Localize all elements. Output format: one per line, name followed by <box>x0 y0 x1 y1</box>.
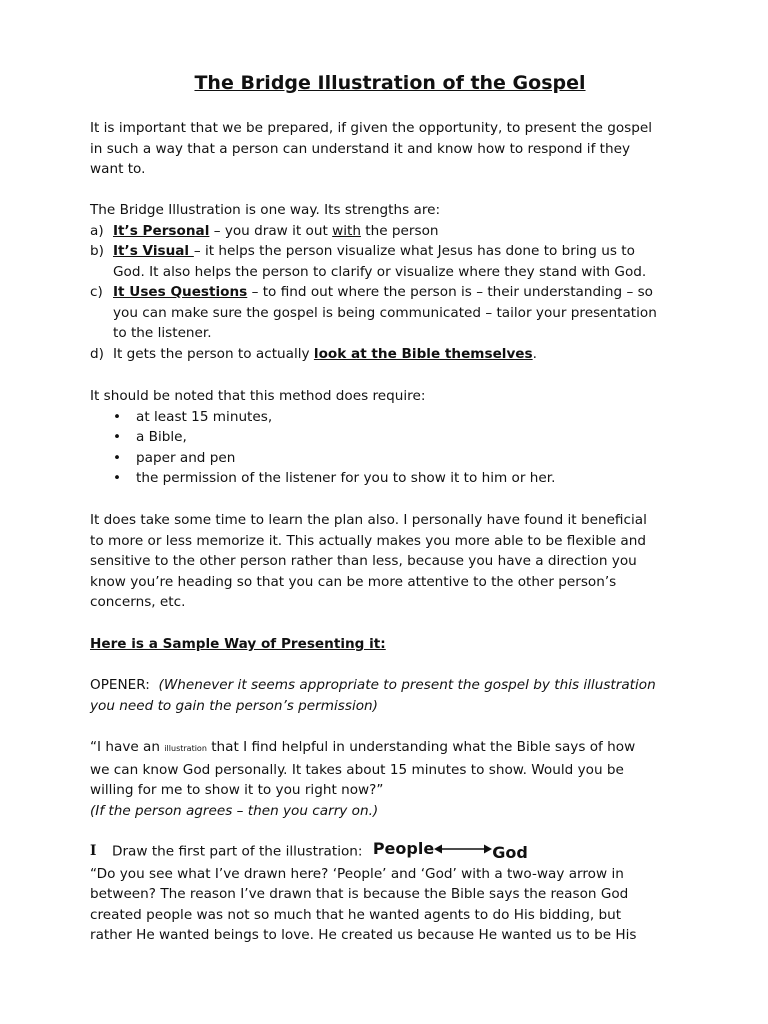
learning-line: concerns, etc. <box>90 594 186 610</box>
list-marker: b) <box>90 243 104 259</box>
intro-line: in such a way that a person can understand it and know how to respond if they <box>90 140 631 157</box>
step-one-section <box>90 841 690 946</box>
page-title: The Bridge Illustration of the Gospel <box>194 72 586 94</box>
list-marker: a) <box>90 222 104 239</box>
list-item: • a Bible, <box>90 427 690 448</box>
sample-heading: Here is a Sample Way of Presenting it: <box>90 636 386 652</box>
quote-note: (If the person agrees – then you carry on.) <box>90 802 379 819</box>
step-text: created people was not so much that he wanted agents to do His bidding, but <box>90 906 622 923</box>
strength-item-c <box>90 282 690 344</box>
opener-paragraph <box>90 675 690 716</box>
opener-label: OPENER: <box>90 677 150 693</box>
strength-text: the person <box>360 222 439 239</box>
learning-paragraph <box>90 510 690 613</box>
diagram-label-people: People <box>372 839 435 858</box>
strength-item-d <box>90 344 690 365</box>
opener-note: (Whenever it seems appropriate to present the gospel by this illustration <box>158 677 656 693</box>
intro-paragraph <box>90 118 690 180</box>
strength-heading: It Uses Questions <box>113 284 248 300</box>
step-numeral: I <box>90 843 97 860</box>
strength-item-b <box>90 241 690 282</box>
strengths-list <box>90 221 690 365</box>
quote-text: “I have an <box>90 739 165 755</box>
strength-text: . <box>532 345 537 362</box>
quote-text: willing for me to show it to you right now?” <box>90 782 384 798</box>
two-way-arrow-icon <box>434 843 492 855</box>
list-marker: d) <box>90 345 104 362</box>
strength-text: to the listener. <box>113 325 212 341</box>
list-item: • the permission of the listener for you to show it to him or her. <box>90 468 690 489</box>
quote-text: that I find helpful in understanding what the Bible says of how <box>206 739 636 755</box>
strength-text: – it helps the person visualize what Jesus has done to bring us to <box>193 243 635 259</box>
intro-line: It is important that we be prepared, if given the opportunity, to present the gospel <box>90 120 653 136</box>
strengths-lead: The Bridge Illustration is one way. Its strengths are: <box>90 202 441 218</box>
learning-line: sensitive to the other person rather than less, because you have a direction you <box>90 553 637 569</box>
strength-text: It gets the person to actually <box>113 345 314 362</box>
opener-note: you need to gain the person’s permission) <box>90 697 378 714</box>
step-text: rather He wanted beings to love. He created us because He wanted us to be His <box>90 927 637 944</box>
quote-small-word: illustration <box>164 744 207 753</box>
intro-line: want to. <box>90 161 146 177</box>
quote-paragraph <box>90 737 690 821</box>
strength-heading: look at the Bible themselves <box>313 345 533 362</box>
learning-line: It does take some time to learn the plan also. I personally have found it beneficial <box>90 512 647 528</box>
learning-line: know you’re heading so that you can be more attentive to the other person’s <box>90 573 617 590</box>
strength-emphasis: with <box>332 222 361 239</box>
strength-heading: It’s Personal <box>113 222 210 239</box>
strengths-section <box>90 200 690 364</box>
people-god-diagram <box>373 839 528 860</box>
quote-text: we can know God personally. It takes about 15 minutes to show. Would you be <box>90 761 624 778</box>
step-text: between? The reason I’ve drawn that is because the Bible says the reason God <box>90 886 629 903</box>
list-marker: c) <box>90 284 103 300</box>
list-item: • paper and pen <box>90 448 690 469</box>
list-item: • at least 15 minutes, <box>90 407 690 428</box>
strength-heading: It’s Visual <box>113 243 194 259</box>
learning-line: to more or less memorize it. This actually makes you more able to be flexible and <box>90 532 646 549</box>
strength-text: – you draw it out <box>209 222 333 239</box>
requirements-lead: It should be noted that this method does require: <box>90 388 426 404</box>
step-instruction: Draw the first part of the illustration: <box>112 843 363 860</box>
requirements-list <box>90 407 690 489</box>
strength-text: you can make sure the gospel is being communicated – tailor your presentation <box>113 304 657 321</box>
strength-text: – to find out where the person is – their understanding – so <box>247 284 653 300</box>
diagram-label-god: God <box>492 843 528 862</box>
step-text: “Do you see what I’ve drawn here? ‘People’ and ‘God’ with a two-way arrow in <box>90 865 624 882</box>
strength-text: God. It also helps the person to clarify or visualize where they stand with God. <box>113 263 647 280</box>
strength-item-a <box>90 221 690 242</box>
requirements-section <box>90 386 690 489</box>
